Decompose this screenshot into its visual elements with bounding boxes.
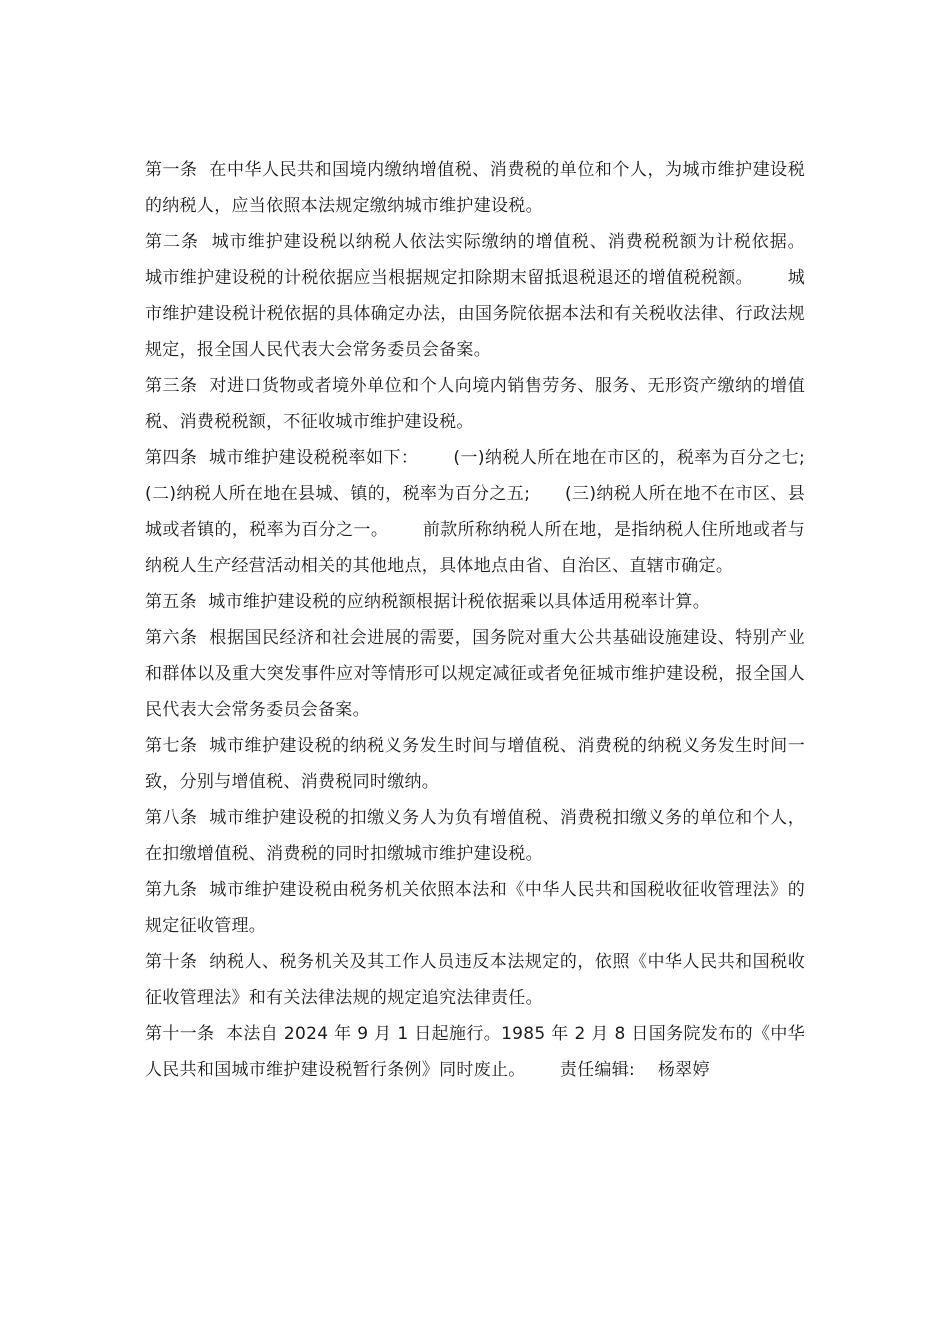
article-5: 第五条 城市维护建设税的应纳税额根据计税依据乘以具体适用税率计算。: [145, 592, 711, 612]
article-1: 第一条 在中华人民共和国境内缴纳增值税、消费税的单位和个人，为城市维护建设税的纳税人，应当依照本法规定缴纳城市维护建设税。: [145, 160, 805, 216]
article-9: 第九条 城市维护建设税由税务机关依照本法和《中华人民共和国税收征收管理法》的规定征收管理。: [145, 880, 805, 936]
article-3: 第三条 对进口货物或者境外单位和个人向境内销售劳务、服务、无形资产缴纳的增值税、消费税税额，不征收城市维护建设税。: [145, 376, 805, 432]
document-body: [145, 152, 840, 1088]
article-6: 第六条 根据国民经济和社会进展的需要，国务院对重大公共基础设施建设、特别产业和群体以及重大突发事件应对等情形可以规定减征或者免征城市维护建设税，报全国人民代表大会常务委员会备案。: [145, 628, 805, 720]
article-11: 第十一条 本法自 2024 年 9 月 1 日起施行。1985 年 2 月 8 日国务院发布的《中华人民共和国城市维护建设税暂行条例》同时废止。 责任编辑: 杨翠婷: [145, 1024, 805, 1080]
article-4: 第四条 城市维护建设税税率如下： (一)纳税人所在地在市区的，税率为百分之七; (二)纳税人所在地在县城、镇的，税率为百分之五; (三)纳税人所在地不在市区、县城或者镇的，税率为百分之一。 前款所称纳税人所在地，是指纳税人住所地或者与纳税人生产经营活动相关的其他地点，具体地点由省、自治区、直辖市确定。: [145, 448, 840, 576]
article-7: 第七条 城市维护建设税的纳税义务发生时间与增值税、消费税的纳税义务发生时间一致，分别与增值税、消费税同时缴纳。: [145, 736, 805, 792]
article-10: 第十条 纳税人、税务机关及其工作人员违反本法规定的，依照《中华人民共和国税收征收管理法》和有关法律法规的规定追究法律责任。: [145, 952, 805, 1008]
article-8: 第八条 城市维护建设税的扣缴义务人为负有增值税、消费税扣缴义务的单位和个人，在扣缴增值税、消费税的同时扣缴城市维护建设税。: [145, 808, 805, 864]
article-2: 第二条 城市维护建设税以纳税人依法实际缴纳的增值税、消费税税额为计税依据。 城市维护建设税的计税依据应当根据规定扣除期末留抵退税退还的增值税税额。 城市维护建设税计税依据的具体确定办法，由国务院依据本法和有关税收法律、行政法规规定，报全国人民代表大会常务委员会备案。: [145, 232, 840, 360]
